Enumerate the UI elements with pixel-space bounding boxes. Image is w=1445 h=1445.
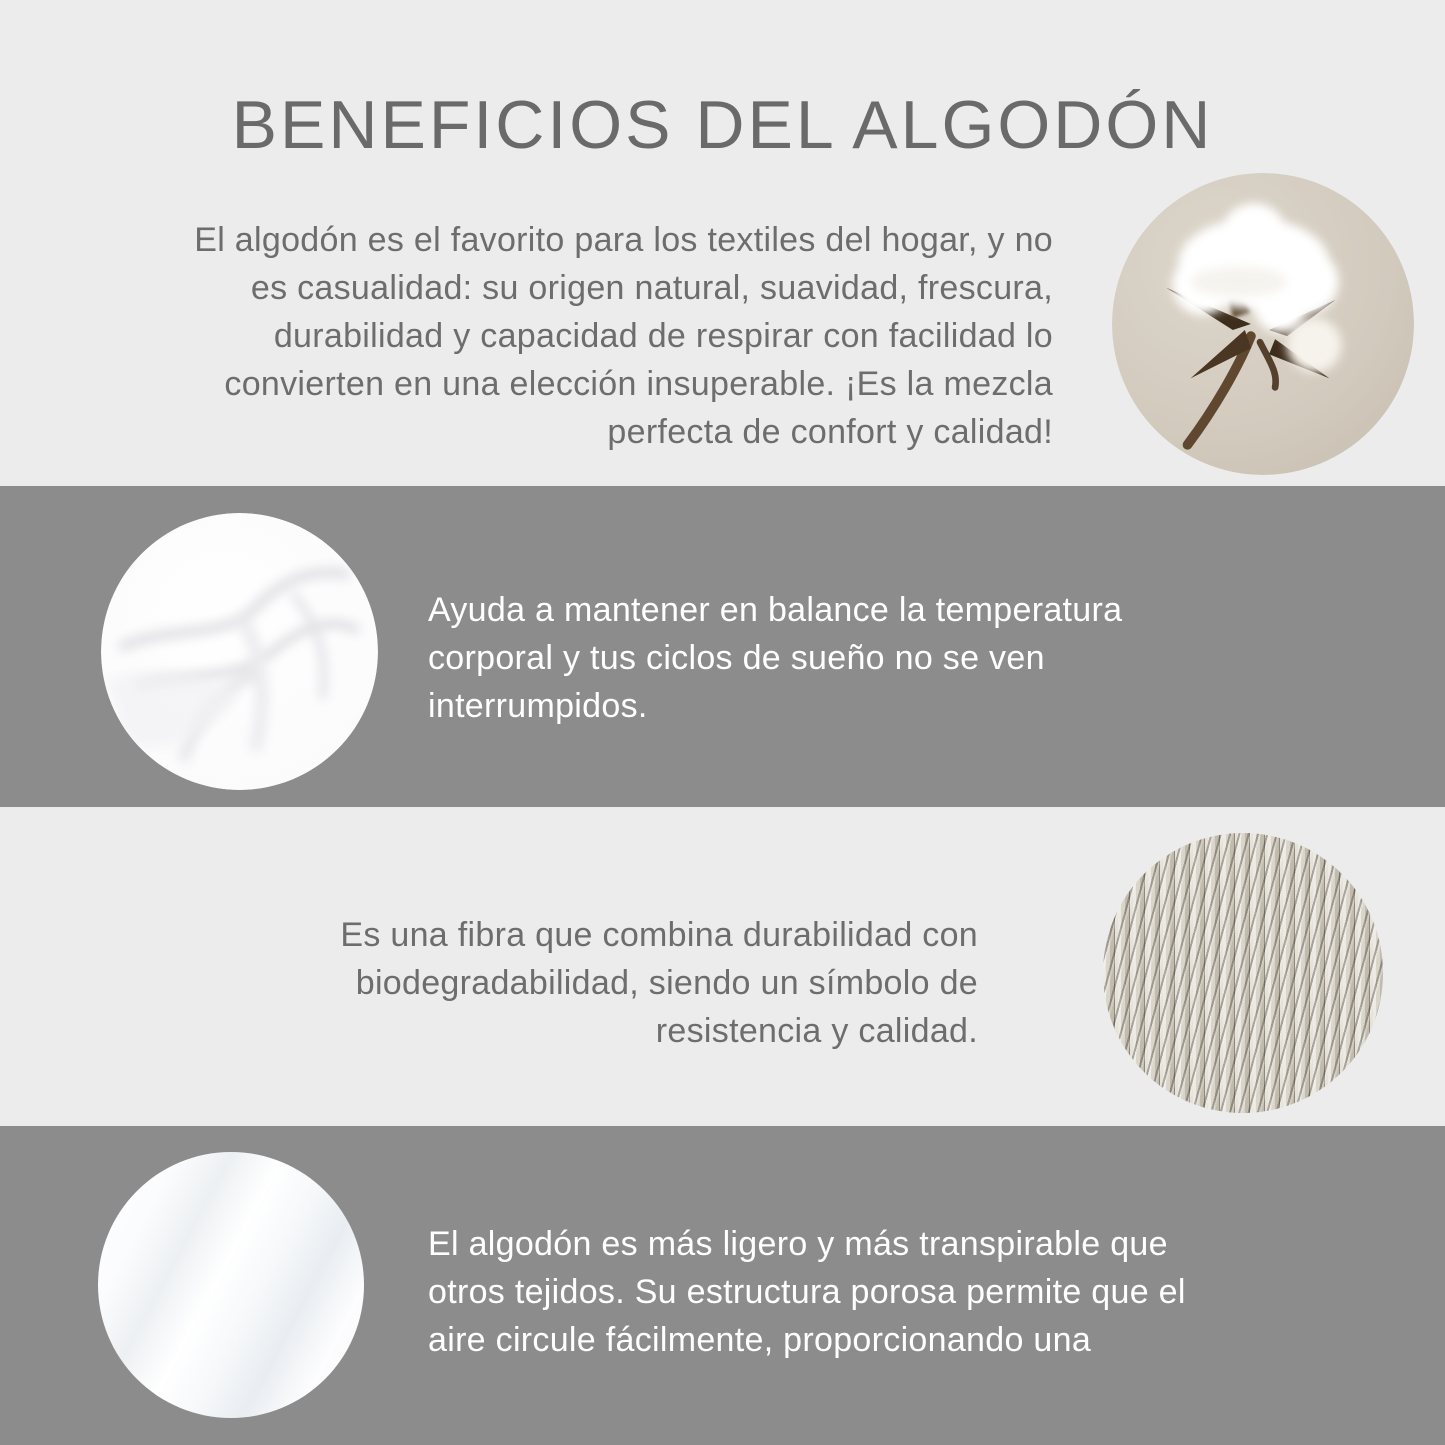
temperature-paragraph-line: corporal y tus ciclos de sueño no se ven [428, 639, 1045, 677]
temperature-paragraph-line: interrumpidos. [428, 687, 648, 725]
section-breathability-band [0, 1126, 1445, 1445]
durability-paragraph-line: resistencia y calidad. [655, 1012, 978, 1050]
intro-paragraph-line: es casualidad: su origen natural, suavidad, frescura, [250, 269, 1053, 307]
intro-paragraph [194, 216, 1053, 456]
intro-paragraph-line: perfecta de confort y calidad! [607, 413, 1053, 451]
crumpled-duvet-illustration [101, 513, 378, 790]
breathability-paragraph-line: otros tejidos. Su estructura porosa permite que el [428, 1273, 1186, 1311]
cotton-plant-illustration [1112, 173, 1414, 475]
durability-paragraph-line: Es una fibra que combina durabilidad con [340, 916, 978, 954]
breathability-paragraph-line: aire circule fácilmente, proporcionando una [428, 1321, 1092, 1359]
intro-paragraph-line: durabilidad y capacidad de respirar con facilidad lo [273, 317, 1053, 355]
smooth-fabric-photo [98, 1152, 364, 1418]
breathability-paragraph-line: El algodón es más ligero y más transpirable que [428, 1225, 1168, 1263]
cotton-plant-photo [1112, 173, 1414, 475]
section-temperature-band [0, 486, 1445, 807]
intro-paragraph-line: El algodón es el favorito para los textiles del hogar, y no [194, 221, 1053, 259]
twisted-rope-photo [1103, 833, 1383, 1113]
temperature-paragraph [428, 586, 1122, 730]
page-title: BENEFICIOS DEL ALGODÓN [231, 86, 1214, 163]
durability-paragraph-line: biodegradabilidad, siendo un símbolo de [355, 964, 978, 1002]
crumpled-duvet-photo [101, 513, 378, 790]
durability-paragraph [340, 911, 978, 1055]
intro-paragraph-line: convierten en una elección insuperable. ¡Es la mezcla [224, 365, 1053, 403]
temperature-paragraph-line: Ayuda a mantener en balance la temperatura [428, 591, 1123, 629]
breathability-paragraph [428, 1220, 1186, 1364]
